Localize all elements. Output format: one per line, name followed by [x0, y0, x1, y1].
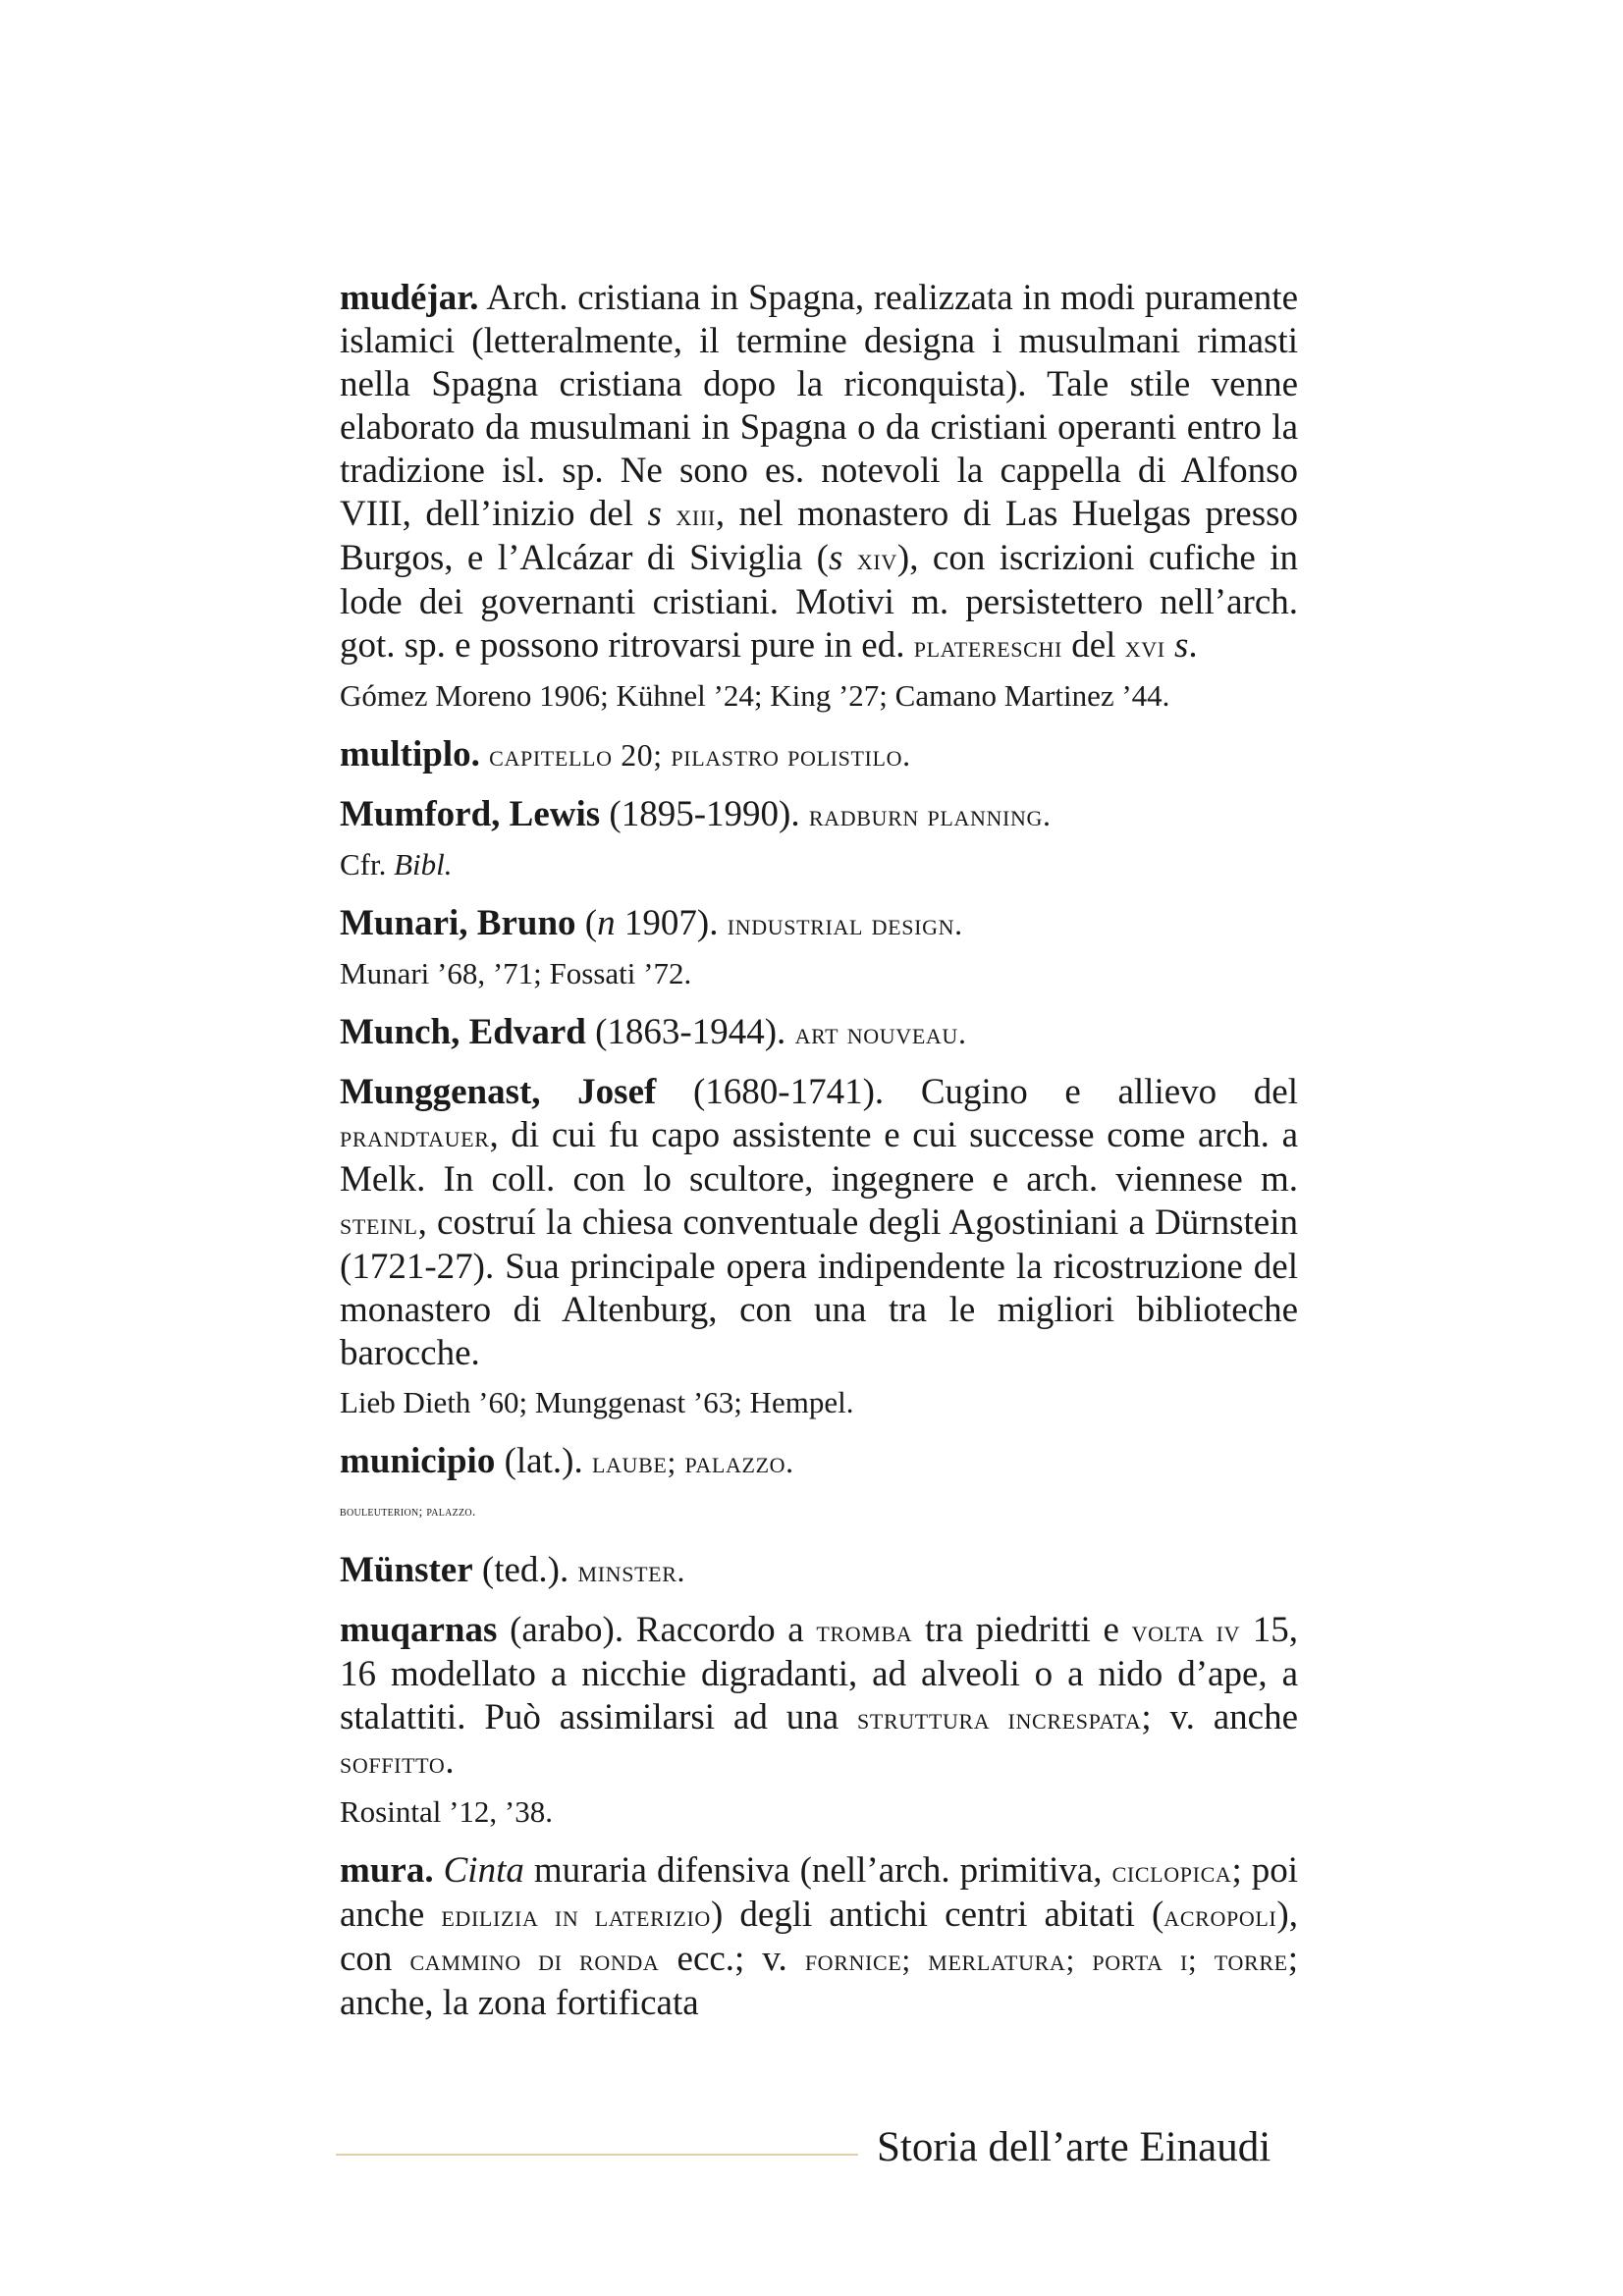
bibliography: Munari ’68, ’71; Fossati ’72.	[340, 956, 692, 990]
headword: mura.	[340, 1850, 434, 1891]
footer-rule	[336, 2154, 858, 2156]
headword: mudéjar.	[340, 278, 479, 318]
headword: muqarnas	[340, 1610, 498, 1650]
headword: Münster	[340, 1550, 473, 1590]
entry-mudejar: mudéjar. Arch. cristiana in Spagna, realizzata in modi puramente islamici (letteralmente, il termine designa i musulmani rimasti nella Spagna cristiana dopo la riconquista). Tale stile venne elaborato da musulmani in Spagna o da cristiani operanti entro la tradizione isl. sp. Ne sono es. notevoli la cappella di Alfonso VIII, dell’inizio del s xiii, nel monastero di Las Huelgas presso Burgos, e l’Alcázar di Siviglia (s xiv), con iscrizioni cufiche in lode dei governanti cristiani. Motivi m. persistettero nell’arch. got. sp. e possono ritrovarsi pure in ed. platereschi del xvi s.	[340, 278, 1299, 666]
entry-munggenast: Munggenast, Josef (1680-1741). Cugino e allievo del prandtauer, di cui fu capo assistente e cui successe come arch. a Melk. In coll. con lo scultore, ingegnere e arch. viennese m. steinl, costruí la chiesa conventuale degli Agostiniani a Dürnstein (1721-27). Sua principale opera indipendente la ricostruzione del monastero di Altenburg, con una tra le migliori biblioteche barocche.	[340, 1072, 1298, 1373]
entry-munch: Munch, Edvard (1863-1944). art nouveau.	[340, 1012, 967, 1052]
dictionary-page	[340, 277, 1298, 2041]
headword: multiplo.	[340, 734, 480, 774]
entry-mumford: Mumford, Lewis (1895-1990). radburn planning.	[340, 794, 1052, 834]
entry-muqarnas: muqarnas (arabo). Raccordo a tromba tra piedritti e volta iv 15, 16 modellato a nicchie digradanti, ad alveoli o a nido d’ape, a stalattiti. Può assimilarsi ad una struttura increspata; v. anche soffitto.	[340, 1610, 1299, 1782]
bibliography: Rosintal ’12, ’38.	[340, 1794, 553, 1829]
bibliography: Gómez Moreno 1906; Kühnel ’24; King ’27; Camano Martinez ’44.	[340, 678, 1170, 713]
entry-munari: Munari, Bruno (n 1907). industrial design.	[340, 903, 963, 943]
headword: Mumford, Lewis	[340, 794, 601, 834]
entry-multiplo: multiplo. capitello 20; pilastro polistilo.	[340, 734, 911, 774]
bibliography: Lieb Dieth ’60; Munggenast ’63; Hempel.	[340, 1385, 854, 1419]
entry-municipio: municipio (lat.). laube; palazzo.	[340, 1441, 794, 1481]
headword: Munch, Edvard	[340, 1012, 586, 1052]
cross-reference: bouleuterion; palazzo.	[340, 1504, 476, 1519]
entry-mura: mura. Cinta muraria difensiva (nell’arch. primitiva, ciclopica; poi anche edilizia in laterizio) degli antichi centri abitati (acropoli), con cammino di ronda ecc.; v. fornice; merlatura; porta i; torre; anche, la zona fortificata	[340, 1850, 1299, 2023]
headword: Munggenast, Josef	[340, 1072, 657, 1112]
headword: Munari, Bruno	[340, 903, 576, 943]
bibliography: Cfr. Bibl.	[340, 847, 453, 881]
headword: municipio	[340, 1441, 496, 1481]
footer-label: Storia dell’arte Einaudi	[877, 2124, 1271, 2170]
entry-munster: Münster (ted.). minster.	[340, 1550, 686, 1590]
